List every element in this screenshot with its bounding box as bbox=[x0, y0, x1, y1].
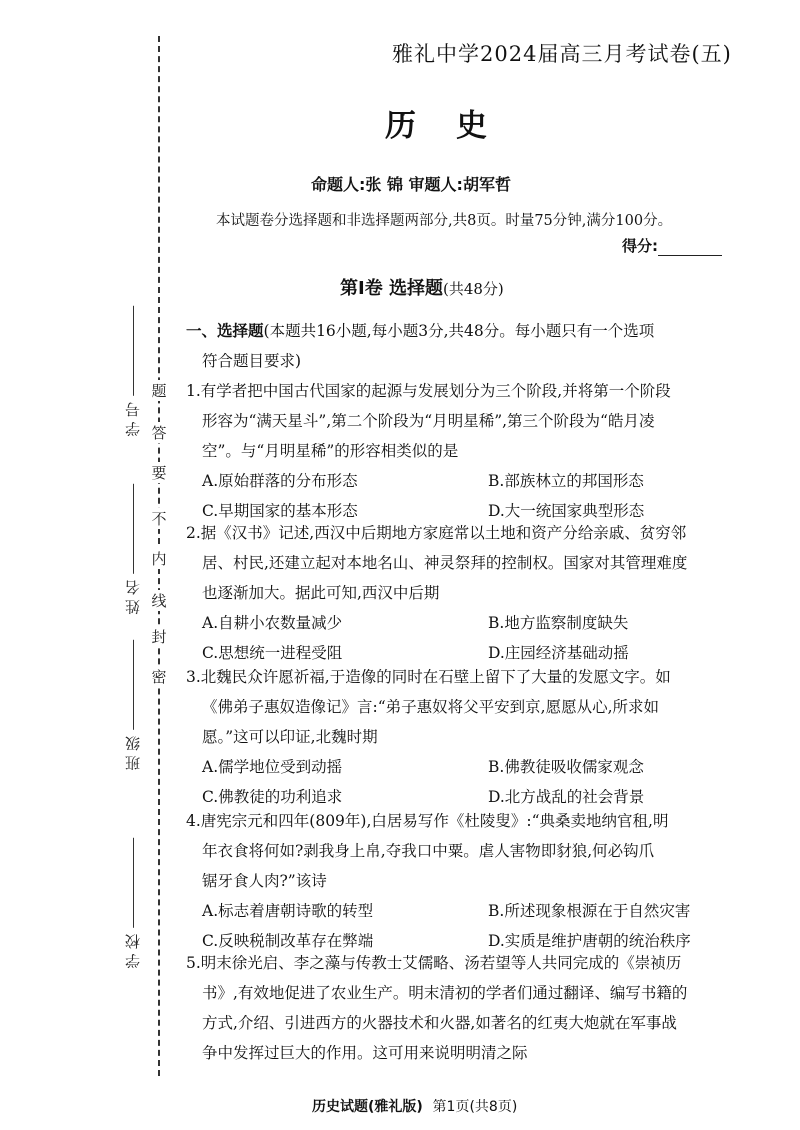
student-no-label: 学 号 bbox=[124, 402, 142, 437]
score-blank[interactable] bbox=[658, 241, 722, 256]
school-label: 学 校 bbox=[124, 934, 142, 969]
option-d[interactable]: D.北方战乱的社会背景 bbox=[488, 788, 645, 806]
binding-warning-char: 答 bbox=[151, 424, 167, 442]
option-b[interactable]: B.部族林立的邦国形态 bbox=[488, 472, 644, 490]
option-a[interactable]: A.原始群落的分布形态 bbox=[202, 472, 358, 490]
question-1 bbox=[186, 376, 766, 526]
question-3 bbox=[186, 662, 766, 812]
page-footer bbox=[312, 1096, 517, 1116]
option-a[interactable]: A.儒学地位受到动摇 bbox=[202, 758, 343, 776]
question-options bbox=[186, 752, 766, 812]
question-line: 愿。”这可以印证,北魏时期 bbox=[202, 728, 378, 746]
section-text-line2: 符合题目要求) bbox=[202, 352, 302, 370]
exam-instructions: 本试题卷分选择题和非选择题两部分,共8页。时量75分钟,满分100分。 bbox=[216, 213, 673, 229]
option-d[interactable]: D.庄园经济基础动摇 bbox=[488, 644, 629, 662]
option-c[interactable]: C.早期国家的基本形态 bbox=[202, 502, 358, 520]
binding-warning-char: 不 bbox=[151, 510, 167, 528]
option-b[interactable]: B.所述现象根源在于自然灾害 bbox=[488, 902, 691, 920]
section-header bbox=[186, 316, 766, 376]
binding-warning-char: 内 bbox=[151, 550, 167, 568]
question-2 bbox=[186, 518, 766, 668]
student-no-field[interactable] bbox=[122, 300, 143, 437]
option-d[interactable]: D.大一统国家典型形态 bbox=[488, 502, 645, 520]
score-label: 得分: bbox=[622, 237, 658, 255]
question-options bbox=[186, 608, 766, 668]
score-field[interactable] bbox=[622, 235, 722, 256]
section-text-line1: (本题共16小题,每小题3分,共48分。每小题只有一个选项 bbox=[263, 322, 655, 340]
name-label: 姓 名 bbox=[124, 580, 142, 615]
question-options bbox=[186, 896, 766, 956]
option-a[interactable]: A.自耕小农数量减少 bbox=[202, 614, 343, 632]
question-line: 争中发挥过巨大的作用。这可用来说明明清之际 bbox=[202, 1044, 528, 1062]
binding-warning-char: 密 bbox=[151, 668, 167, 686]
question-line: 4.唐宪宗元和四年(809年),白居易写作《杜陵叟》:“典桑卖地纳官租,明 bbox=[186, 812, 669, 830]
question-4 bbox=[186, 806, 766, 956]
section-lead: 一、选择题 bbox=[186, 321, 264, 340]
option-b[interactable]: B.佛教徒吸收儒家观念 bbox=[488, 758, 644, 776]
question-line: 书》,有效地促进了农业生产。明末清初的学者们通过翻译、编写书籍的 bbox=[202, 984, 688, 1002]
name-field[interactable] bbox=[122, 478, 143, 615]
class-label: 班 级 bbox=[124, 736, 142, 771]
footer-page-number: 第1页(共8页) bbox=[432, 1099, 518, 1115]
option-c[interactable]: C.思想统一进程受阻 bbox=[202, 644, 343, 662]
part-title-count: (共48分) bbox=[442, 280, 504, 298]
question-line: 居、村民,还建立起对本地名山、神灵祭拜的控制权。国家对其管理难度 bbox=[202, 554, 688, 572]
binding-warning-char: 封 bbox=[151, 628, 167, 646]
part-title bbox=[340, 274, 504, 300]
option-a[interactable]: A.标志着唐朝诗歌的转型 bbox=[202, 902, 374, 920]
question-line: 空”。与“月明星稀”的形容相类似的是 bbox=[202, 442, 459, 460]
question-line: 《佛弟子惠奴造像记》言:“弟子惠奴将父平安到京,愿愿从心,所求如 bbox=[202, 698, 660, 716]
question-line: 3.北魏民众许愿祈福,于造像的同时在石壁上留下了大量的发愿文字。如 bbox=[186, 668, 671, 686]
question-line: 形容为“满天星斗”,第二个阶段为“月明星稀”,第三个阶段为“皓月凌 bbox=[202, 412, 655, 430]
subject-title: 历史 bbox=[385, 108, 527, 144]
binding-warning-char: 要 bbox=[151, 464, 167, 482]
question-line: 方式,介绍、引进西方的火器技术和火器,如著名的红夷大炮就在军事战 bbox=[202, 1014, 677, 1032]
option-b[interactable]: B.地方监察制度缺失 bbox=[488, 614, 629, 632]
question-line: 也逐渐加大。据此可知,西汉中后期 bbox=[202, 584, 440, 602]
footer-title: 历史试题(雅礼版) bbox=[312, 1099, 423, 1115]
option-d[interactable]: D.实质是维护唐朝的统治秩序 bbox=[488, 932, 691, 950]
question-line: 1.有学者把中国古代国家的起源与发展划分为三个阶段,并将第一个阶段 bbox=[186, 382, 671, 400]
binding-warning-char: 线 bbox=[151, 592, 167, 610]
question-options bbox=[186, 466, 766, 526]
school-field[interactable] bbox=[122, 832, 143, 969]
part-title-text: 第Ⅰ卷 选择题 bbox=[340, 278, 443, 299]
option-c[interactable]: C.佛教徒的功利追求 bbox=[202, 788, 343, 806]
question-line: 5.明末徐光启、李之藻与传教士艾儒略、汤若望等人共同完成的《崇祯历 bbox=[186, 954, 682, 972]
exam-title: 雅礼中学2024届高三月考试卷(五) bbox=[392, 42, 732, 66]
question-line: 年衣食将何如?剥我身上帛,夺我口中粟。虐人害物即豺狼,何必钩爪 bbox=[202, 842, 655, 860]
question-line: 锯牙食人肉?”该诗 bbox=[202, 872, 327, 890]
question-line: 2.据《汉书》记述,西汉中后期地方家庭常以土地和资产分给亲戚、贫穷邻 bbox=[186, 524, 687, 542]
class-field[interactable] bbox=[122, 634, 143, 771]
question-5 bbox=[186, 948, 766, 1068]
binding-warning-char: 题 bbox=[151, 382, 167, 400]
exam-authors: 命题人:张 锦 审题人:胡军哲 bbox=[311, 175, 511, 194]
option-c[interactable]: C.反映税制改革存在弊端 bbox=[202, 932, 374, 950]
